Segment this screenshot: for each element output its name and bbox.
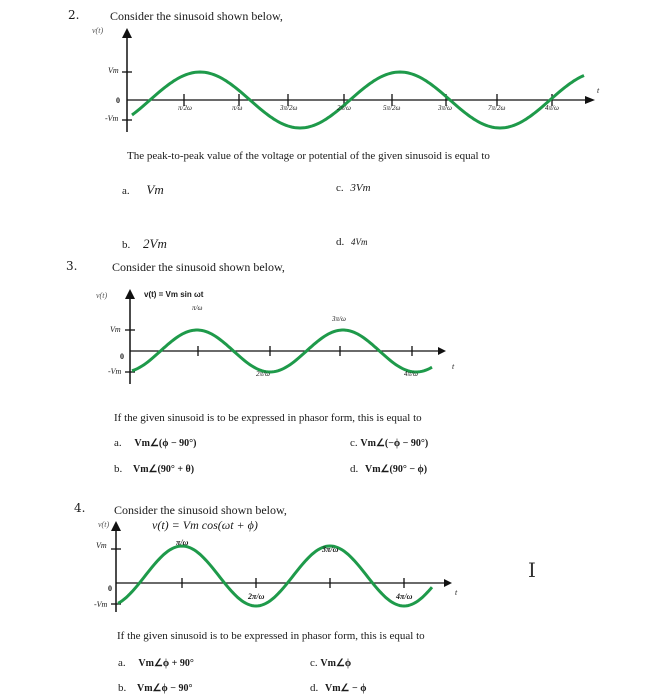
q3-question: If the given sinusoid is to be expressed in phasor form, this is equal to <box>114 412 422 424</box>
q3-t-label: t <box>452 362 455 371</box>
q2-tick-label: π/2ω <box>178 104 192 112</box>
q4-option-a[interactable] <box>118 657 194 669</box>
q4-y-arrow <box>111 521 121 531</box>
q4-option-text: Vm∠ − ϕ <box>325 683 367 694</box>
q4-tick-4pi-label: 4π/ω <box>396 592 413 601</box>
q2-origin-label: 0 <box>116 96 120 105</box>
q2-option-letter: a. <box>122 185 130 197</box>
q2-vm-label: Vm <box>108 66 119 75</box>
q2-tick-label: 3π/ω <box>438 104 452 112</box>
q4-option-d[interactable] <box>310 682 366 694</box>
q4-option-b[interactable] <box>118 682 192 694</box>
q2-option-letter: d. <box>336 236 345 248</box>
q4-tick-3pi-label: 3π/ω <box>322 545 339 554</box>
q2-option-letter: c. <box>336 182 344 194</box>
q4-number: 4. <box>74 501 86 515</box>
q4-t-label: t <box>455 588 458 597</box>
q2-question: The peak-to-peak value of the voltage or potential of the given sinusoid is equal to <box>127 150 490 162</box>
q2-y-label: v(t) <box>92 26 104 35</box>
q4-question: If the given sinusoid is to be expressed in phasor form, this is equal to <box>117 630 425 642</box>
q2-tick-label: 4π/ω <box>545 104 559 112</box>
q3-option-letter: b. <box>114 463 123 475</box>
q3-y-label: v(t) <box>96 291 108 300</box>
q2-tick-label: 2π/ω <box>337 104 351 112</box>
q2-negvm-label: -Vm <box>105 114 119 123</box>
q3-vm-label: Vm <box>110 325 121 334</box>
q4-y-label: v(t) <box>98 520 110 529</box>
q2-option-text: 3Vm <box>350 182 371 194</box>
q2-tick-label: π/ω <box>232 104 243 112</box>
q2-option-text: 4Vm <box>351 237 368 247</box>
q3-option-text: Vm∠(−ϕ − 90°) <box>360 438 429 449</box>
q3-tick-2pi-label: 2π/ω <box>256 370 270 378</box>
q3-origin-label: 0 <box>120 352 124 361</box>
q4-option-text: Vm∠ϕ + 90° <box>138 658 194 669</box>
q3-tick-4pi-label: 4π/ω <box>404 370 418 378</box>
q4-negvm-label: -Vm <box>94 600 108 609</box>
q2-t-label: t <box>597 86 600 95</box>
q4-option-text: Vm∠ϕ − 90° <box>137 683 193 694</box>
q4-equation: v(t) = Vm cos(ωt + ϕ) <box>152 518 258 532</box>
q4-tick-pi-label: π/ω <box>176 538 189 547</box>
q4-origin-label: 0 <box>108 584 112 593</box>
q4-option-text: Vm∠ϕ <box>320 658 352 669</box>
q4-option-letter: d. <box>310 682 319 694</box>
q4-vm-label: Vm <box>96 541 107 550</box>
q4-option-c[interactable] <box>310 657 351 669</box>
q3-prompt: Consider the sinusoid shown below, <box>112 260 285 274</box>
q4-sinusoid-curve <box>118 546 432 606</box>
q2-number: 2. <box>68 8 80 22</box>
q4-t-arrow <box>444 579 452 587</box>
q2-tick-label: 3π/2ω <box>280 104 298 112</box>
q3-option-letter: a. <box>114 437 122 449</box>
q2-option-text: 2Vm <box>143 236 167 251</box>
q3-option-letter: c. <box>350 437 358 449</box>
q3-negvm-label: -Vm <box>108 367 122 376</box>
q4-option-letter: b. <box>118 682 127 694</box>
q3-number: 3. <box>66 259 78 273</box>
q3-tick-pi-label: π/ω <box>192 304 203 312</box>
q2-option-letter: b. <box>122 239 131 251</box>
q3-option-letter: d. <box>350 463 359 475</box>
text-cursor-icon: I <box>528 558 536 582</box>
q4-option-letter: c. <box>310 657 318 669</box>
q3-equation: v(t) = Vm sin ωt <box>144 290 204 299</box>
q4-tick-2pi-label: 2π/ω <box>248 592 265 601</box>
q3-option-text: Vm∠(90° − ϕ) <box>365 464 428 475</box>
q4-option-letter: a. <box>118 657 126 669</box>
q2-tick-label: 5π/2ω <box>383 104 401 112</box>
q4-prompt: Consider the sinusoid shown below, <box>114 503 287 517</box>
q3-option-text: Vm∠(90° + θ) <box>133 464 195 475</box>
q2-prompt: Consider the sinusoid shown below, <box>110 9 283 23</box>
q3-tick-3pi-label: 3π/ω <box>332 315 346 323</box>
q2-tick-label: 7π/2ω <box>488 104 506 112</box>
q2-option-text: Vm <box>146 182 164 197</box>
q3-option-text: Vm∠(ϕ − 90°) <box>134 438 197 449</box>
